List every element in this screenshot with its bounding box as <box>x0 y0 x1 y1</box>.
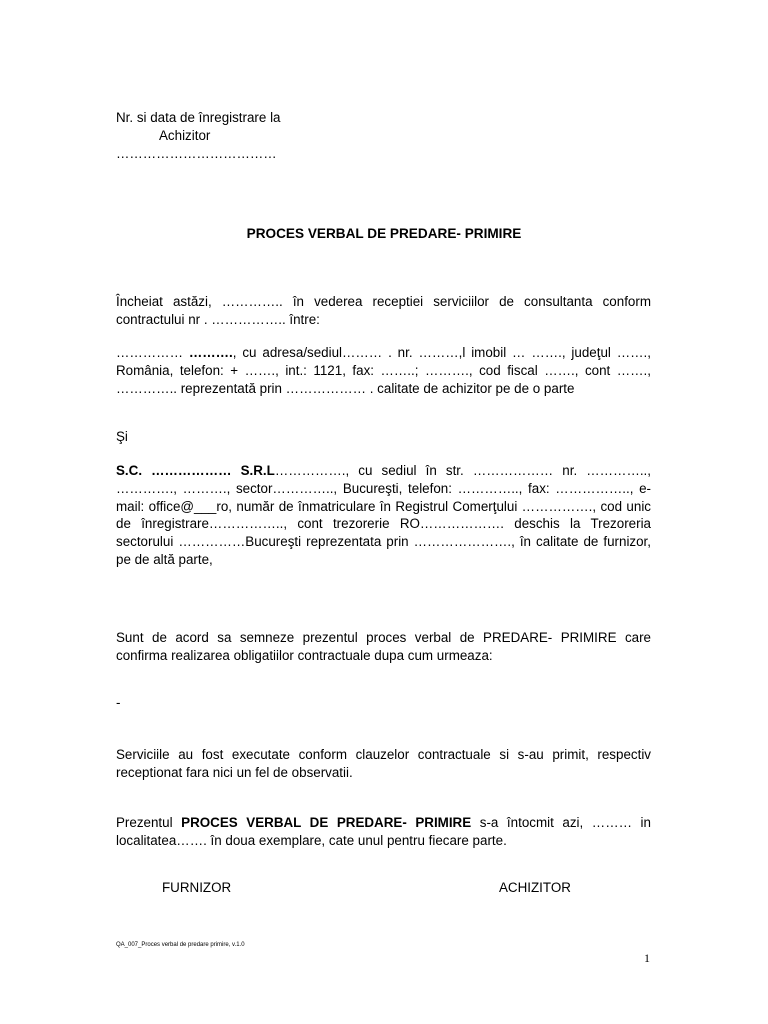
agreement-text: Sunt de acord sa semneze prezentul proces verbal de PREDARE- PRIMIRE care confirma realizarea obligatiilor contractuale dupa cum urmeaza: <box>116 630 651 663</box>
closing-prefix: Prezentul <box>116 815 173 830</box>
registration-line-1: Nr. si data de înregistrare la <box>116 110 281 125</box>
buyer-paragraph <box>116 344 651 397</box>
registration-line-2: Achizitor <box>159 128 211 143</box>
supplier-paragraph <box>116 462 651 569</box>
buyer-signature-label: ACHIZITOR <box>499 880 571 895</box>
supplier-text: ……………., cu sediul în str. ……………… nr. ………….., …………., ………., sector………….., Bucureşti, telefon: ………….., fax: …………….., e-mail: office@___ro, număr de înmatriculare în Registrul Comerţului ……………., cod unic de înregistrare…………….., cont trezorerie RO………………. deschis la Trezoreria sectorului ……………Bucureşti reprezentata prin …………………., în calitate de furnizor, pe de altă parte, <box>116 463 651 567</box>
services-paragraph <box>116 746 651 782</box>
supplier-signature-label: FURNIZOR <box>162 880 232 895</box>
document-title: PROCES VERBAL DE PREDARE- PRIMIRE <box>246 226 522 241</box>
intro-paragraph <box>116 293 651 329</box>
services-text: Serviciile au fost executate conform clauzelor contractuale si s-au primit, respectiv receptionat fara nici un fel de observatii. <box>116 747 651 780</box>
agreement-paragraph <box>116 629 651 665</box>
page-number: 1 <box>644 951 650 965</box>
buyer-name-placeholder: ………. <box>188 345 233 360</box>
buyer-dots-prefix: …………… <box>116 345 183 360</box>
registration-block <box>116 109 281 163</box>
closing-paragraph <box>116 814 651 850</box>
closing-suffix: s-a întocmit azi, ……… in localitatea……. în doua exemplare, cate unul pentru fiecare parte. <box>116 815 651 848</box>
registration-line-3: ……………………………… <box>116 146 277 161</box>
intro-text: Încheiat astăzi, ………….. în vederea receptiei serviciilor de consultanta conform contractului nr . …………….. între: <box>116 294 651 327</box>
footer-doc-code: QA_007_Proces verbal de predare primire, v.1.0 <box>116 942 245 948</box>
buyer-text: , cu adresa/sediul……… . nr. ………,l imobil … ……., judeţul ……., România, telefon: + ……., int.: 1121, fax: ……..; ………., cod fiscal ……., cont ……., ………….. reprezentată prin ……………… . calitate de achizitor pe de o parte <box>116 345 651 396</box>
list-dash: - <box>116 695 121 710</box>
closing-bold-title: PROCES VERBAL DE PREDARE- PRIMIRE <box>181 815 472 830</box>
supplier-sc-label: S.C. ……………… S.R.L <box>116 463 275 478</box>
and-word: Şi <box>116 429 128 444</box>
